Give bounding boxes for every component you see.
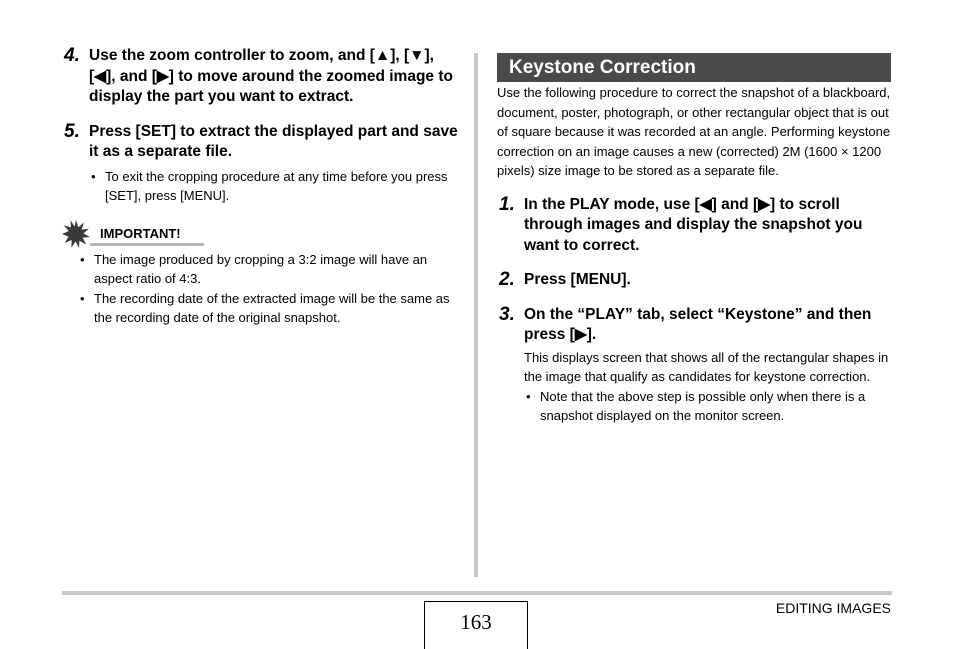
step-1 xyxy=(497,195,891,257)
step-3-notes xyxy=(524,387,891,426)
right-column xyxy=(497,53,891,440)
step-text: In the PLAY mode, use [◀] and [▶] to scroll through images and display the snapshot you want to correct. xyxy=(524,195,863,254)
bullet-item: • Note that the above step is possible only when there is a snapshot displayed on the monitor screen. xyxy=(524,387,891,426)
step-number: 5. xyxy=(64,120,80,142)
step-5-notes xyxy=(89,167,460,206)
page-number: 163 xyxy=(460,610,492,634)
step-2 xyxy=(497,270,891,291)
important-underline xyxy=(90,243,204,246)
bullet-item: • The recording date of the extracted image will be the same as the recording date of the original snapshot. xyxy=(78,289,460,328)
important-box xyxy=(62,224,460,328)
step-5 xyxy=(62,122,460,206)
step-text: Press [MENU]. xyxy=(524,271,631,288)
footer-divider xyxy=(62,591,892,595)
section-title: Keystone Correction xyxy=(497,53,891,82)
step-number: 3. xyxy=(499,303,515,325)
step-3-description: This displays screen that shows all of the rectangular shapes in the image that qualify as candidates for keystone correction. xyxy=(524,349,889,384)
left-column xyxy=(62,46,460,328)
step-number: 2. xyxy=(499,269,515,290)
important-notes xyxy=(78,250,460,328)
step-4 xyxy=(62,46,460,108)
bullet-item: • The image produced by cropping a 3:2 image will have an aspect ratio of 4:3. xyxy=(78,250,460,289)
step-text: Press [SET] to extract the displayed part and save it as a separate file. xyxy=(89,122,458,160)
step-text: On the “PLAY” tab, select “Keystone” and then press [▶]. xyxy=(524,305,872,343)
page-number-box xyxy=(424,601,528,649)
important-header xyxy=(62,224,460,246)
step-number: 4. xyxy=(64,45,80,66)
step-number: 1. xyxy=(499,193,515,215)
starburst-icon xyxy=(62,220,90,248)
column-divider xyxy=(474,53,478,577)
bullet-item: • To exit the cropping procedure at any time before you press [SET], press [MENU]. xyxy=(89,167,460,206)
section-intro: Use the following procedure to correct the snapshot of a blackboard, document, poster, photograph, or other rectangular object that is out of square because it was recorded at an angle. Performing keystone correction on an image causes a new (corrected) 2M (1600 × 1200 pixels) size image to be stored as a separate file. xyxy=(497,85,891,178)
chapter-label: EDITING IMAGES xyxy=(775,600,891,616)
important-label: IMPORTANT! xyxy=(100,225,181,241)
step-3 xyxy=(497,305,891,426)
step-text: Use the zoom controller to zoom, and [▲], [▼], [◀], and [▶] to move around the zoomed image to display the part you want to extract. xyxy=(89,47,453,105)
